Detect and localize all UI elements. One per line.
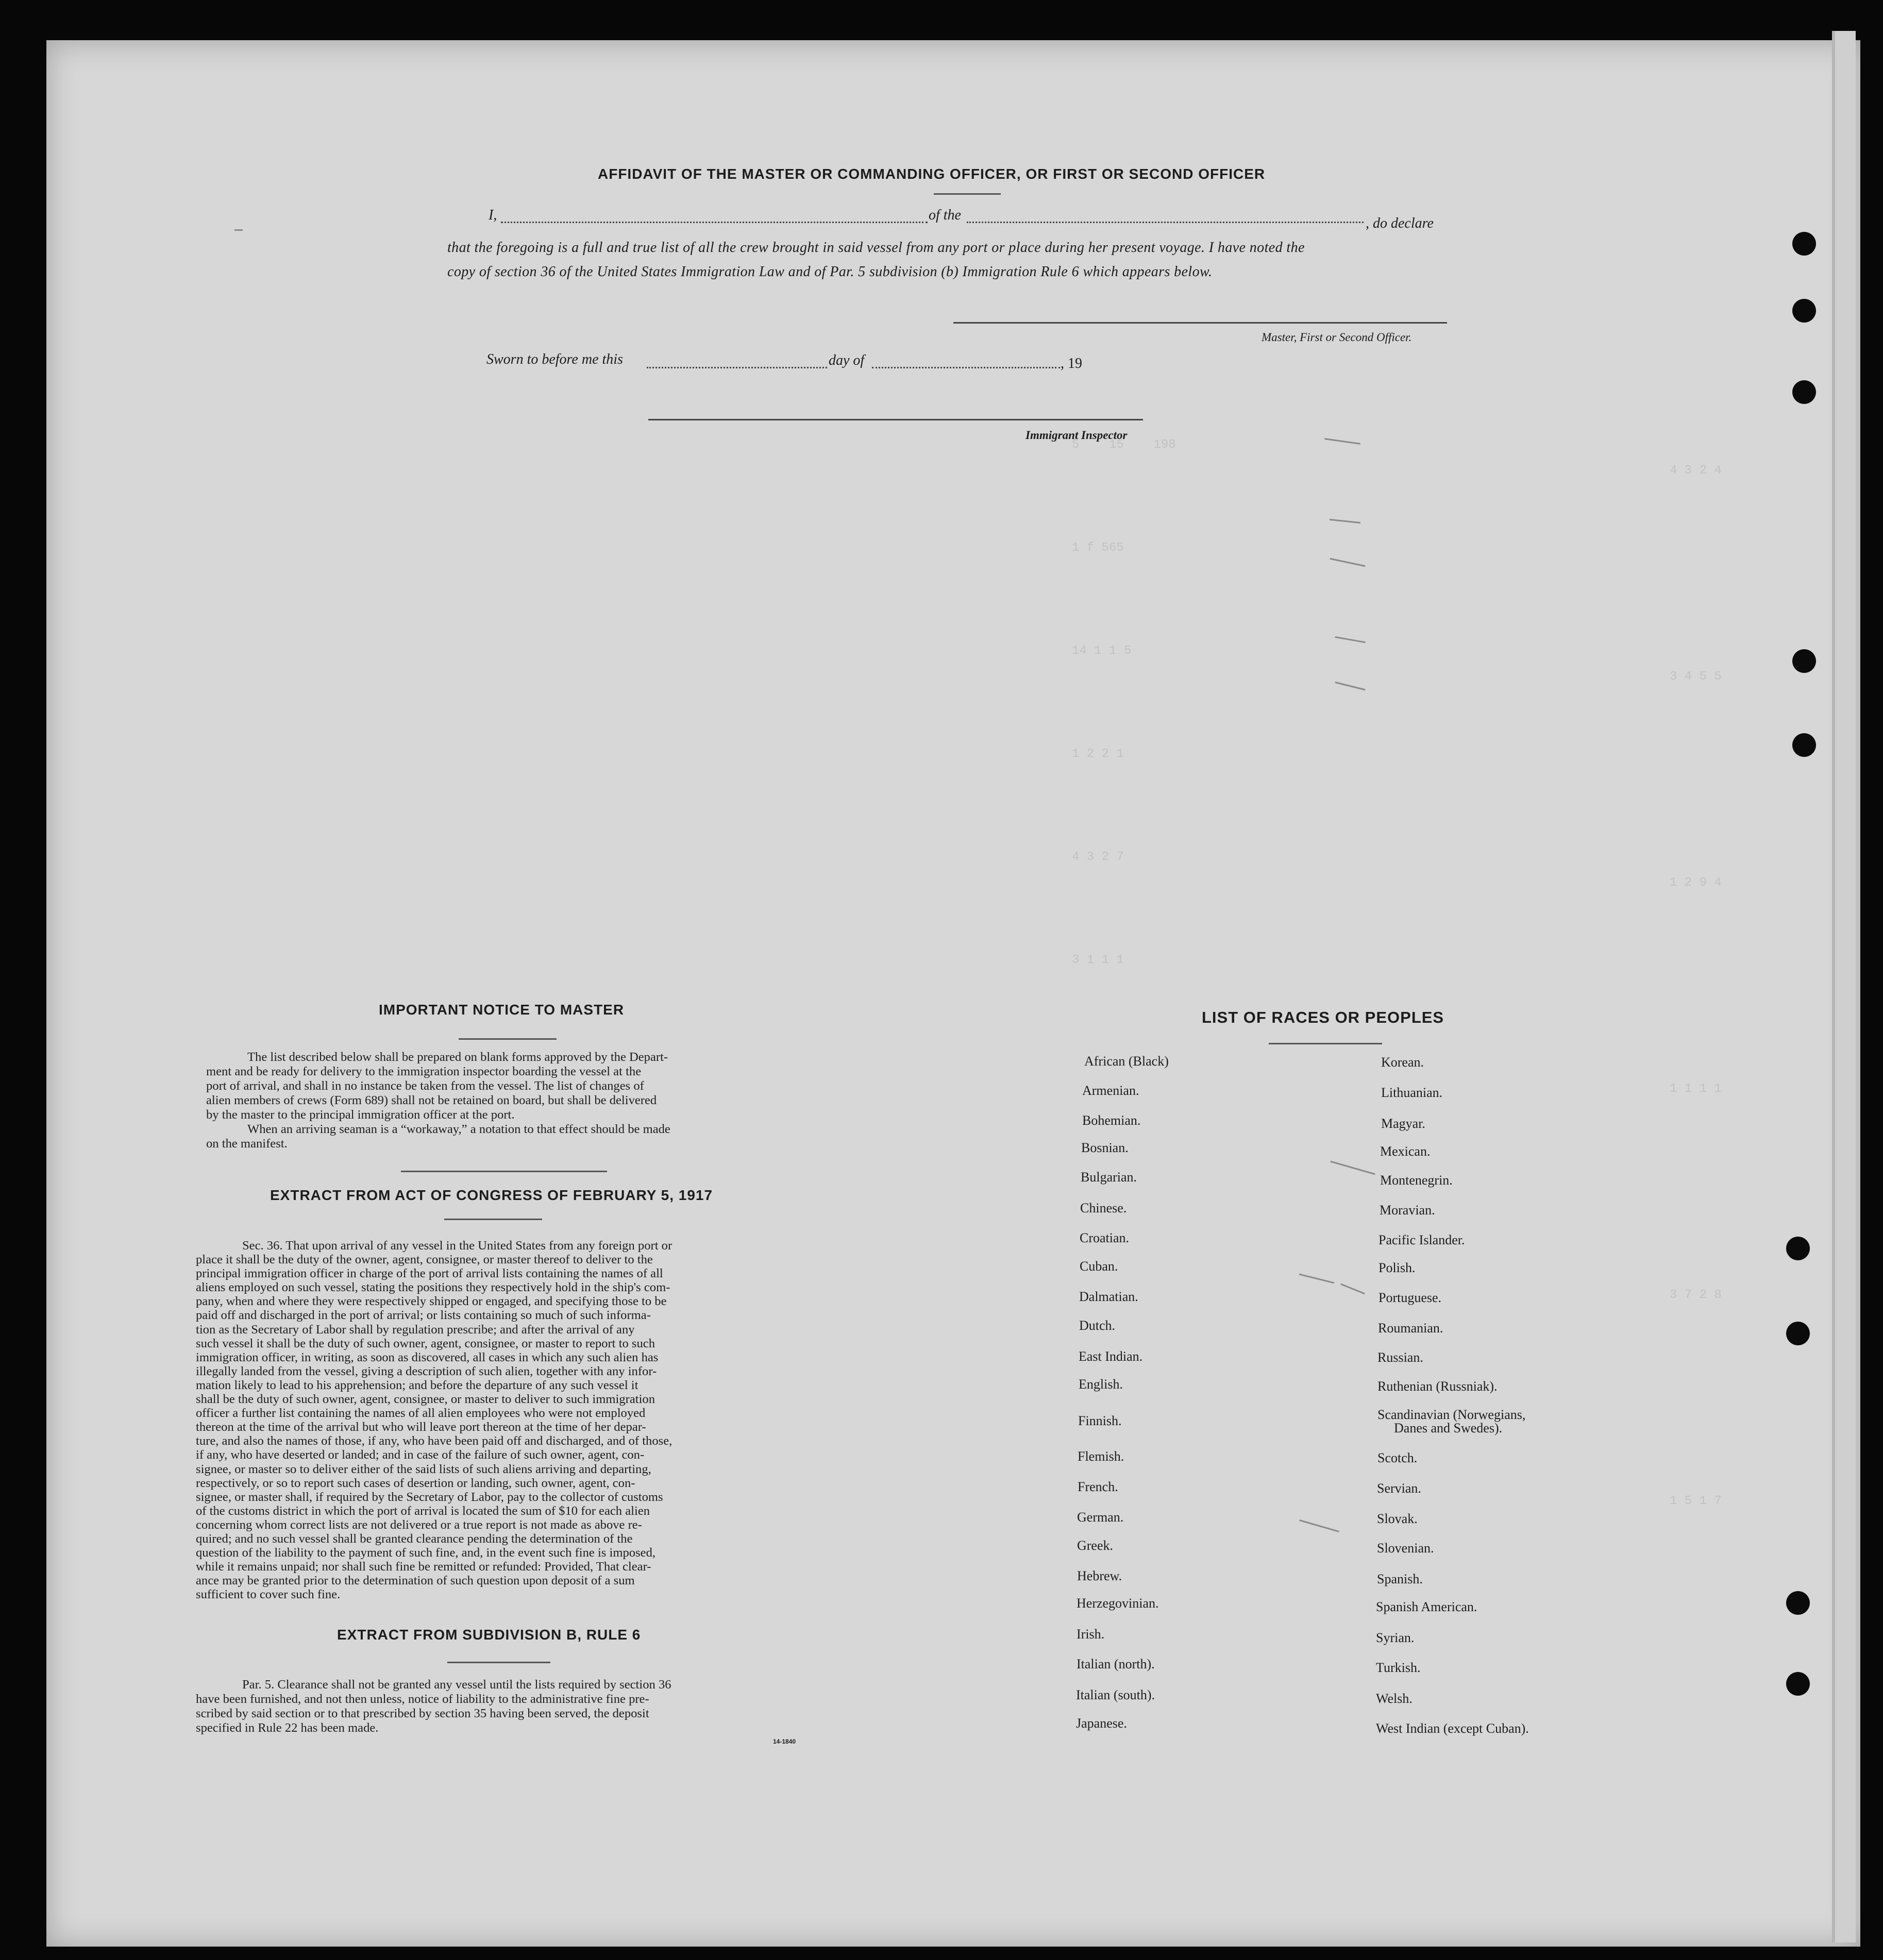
sworn-day-field[interactable] [647,367,827,368]
officer-signature-line[interactable] [953,322,1447,324]
race-item: Polish. [1378,1260,1416,1275]
act-line: shall be the duty of such owner, agent, consignee, or master to deliver to such immigration [196,1392,655,1407]
act-line: officer a further list containing the names of all alien employees who were not employed [196,1406,646,1421]
page-edge [1832,31,1856,1942]
act-line: if any, who have deserted or landed; and in case of the failure of such owner, agent, con- [196,1448,645,1462]
act-line: illegally landed from the vessel, giving a description of such alien, together with any infor- [196,1364,657,1378]
race-item: Irish. [1077,1627,1105,1642]
affidavit-of-the-label: of the [929,207,961,223]
act-line: principal immigration officer in charge of the port of arrival lists containing the names of all [196,1266,663,1281]
affidavit-body-line2: copy of section 36 of the United States Immigration Law and of Par. 5 subdivision (b) Immigration Rule 6 which appears below. [447,264,1213,280]
notice-line: ment and be ready for delivery to the immigration inspector boarding the vessel at the [206,1065,642,1078]
notice-title: IMPORTANT NOTICE TO MASTER [379,1002,625,1018]
race-item: Slovenian. [1377,1541,1434,1556]
notice-line: on the manifest. [206,1137,288,1151]
act-text [196,1239,805,1601]
race-item: Bohemian. [1082,1113,1141,1128]
race-item: Hebrew. [1077,1568,1122,1583]
sworn-month-field[interactable] [872,367,1060,368]
race-item: Slovak. [1377,1511,1418,1526]
year-label: , 19 [1061,356,1082,371]
race-item: English. [1079,1377,1123,1392]
vessel-name-field[interactable] [967,222,1364,223]
act-line: such vessel it shall be the duty of such owner, agent, consignee, or master to report to such [196,1336,655,1350]
race-item: Korean. [1381,1055,1424,1070]
affidavit-body-line1: that the foregoing is a full and true list of all the crew brought in said vessel from any port or place during her present voyage. I have noted the [447,240,1305,256]
binder-hole [1786,1591,1810,1615]
notice-line: alien members of crews (Form 689) shall not be retained on board, but shall be delivered [206,1093,657,1107]
rule-text [196,1678,805,1735]
act-line: concerning whom correct lists are not delivered or a true report is not made as above re- [196,1517,642,1532]
act-underline [444,1219,542,1220]
binder-hole [1792,380,1816,404]
race-item: French. [1078,1479,1118,1494]
notice-line: by the master to the principal immigration officer at the port. [206,1108,515,1122]
race-item: Japanese. [1076,1716,1127,1731]
pencil-mark [234,229,243,231]
race-item: Italian (south). [1076,1687,1155,1702]
race-item: Armenian. [1082,1083,1139,1098]
sworn-label: Sworn to before me this [486,351,623,367]
race-item: Spanish. [1377,1572,1423,1586]
race-item: Turkish. [1376,1660,1421,1675]
races-underline [1269,1043,1382,1044]
declarant-name-field[interactable] [501,222,928,223]
race-item: Bulgarian. [1081,1170,1137,1185]
race-item: Magyar. [1381,1116,1425,1131]
race-item: West Indian (except Cuban). [1376,1721,1529,1736]
act-line: aliens employed on such vessel, stating the positions they respectively hold in the ship's com- [196,1280,670,1295]
act-line: of the customs district in which the port of arrival is located the sum of $10 for each alien [196,1503,650,1518]
race-item: Cuban. [1080,1259,1118,1274]
race-item: Dalmatian. [1079,1289,1138,1304]
act-line: mation likely to lead to his apprehension; and before the departure of any such vessel it [196,1378,638,1392]
race-item: German. [1077,1510,1124,1525]
act-line: quired; and no such vessel shall be granted clearance pending the determination of the [196,1531,633,1546]
rule-line: Par. 5. Clearance shall not be granted any vessel until the lists required by section 36 [242,1678,671,1692]
binder-hole [1792,733,1816,757]
day-of-label: day of [829,352,865,368]
race-item: Russian. [1377,1350,1423,1365]
act-line: place it shall be the duty of the owner, agent, consignee, or master thereof to deliver to the [196,1253,653,1267]
inspector-caption: Immigrant Inspector [1025,429,1128,442]
affidavit-do-declare: , do declare [1366,215,1434,231]
act-line: signee, or master so to deliver either of the said lists of such aliens arriving and departing, [196,1462,651,1476]
race-item: Lithuanian. [1381,1085,1443,1100]
act-line: Sec. 36. That upon arrival of any vessel in the United States from any foreign port or [242,1239,672,1253]
act-line: pany, when and where they were respectively shipped or engaged, and specifying those to be [196,1294,667,1309]
race-item: Scandinavian (Norwegians, [1377,1407,1526,1422]
act-line: ture, and also the names of those, if any, who have been paid off and discharged, and of those, [196,1434,672,1448]
rule-title: EXTRACT FROM SUBDIVISION B, RULE 6 [337,1627,641,1643]
binder-hole [1792,299,1816,323]
notice-underline [459,1038,557,1040]
race-item: Croatian. [1080,1230,1130,1245]
act-line: immigration officer, in writing, as soon as discovered, all cases in which any such alien has [196,1350,659,1364]
race-item: East Indian. [1079,1349,1143,1364]
race-item: Greek. [1077,1538,1114,1553]
title-underline [934,193,1001,195]
race-item: Mexican. [1380,1144,1431,1159]
race-item: Montenegrin. [1380,1173,1453,1188]
binder-hole [1792,649,1816,673]
race-item: African (Black) [1084,1054,1169,1069]
document-page [46,40,1860,1947]
affidavit-title: AFFIDAVIT OF THE MASTER OR COMMANDING OFFICER, OR FIRST OR SECOND OFFICER [598,166,1266,182]
rule-underline [447,1662,550,1663]
race-item: Servian. [1377,1481,1421,1496]
race-item: Pacific Islander. [1378,1232,1465,1247]
officer-caption: Master, First or Second Officer. [1262,331,1412,344]
race-item: Dutch. [1079,1318,1116,1333]
act-line: while it remains unpaid; nor shall such fine be remitted or refunded: Provided, That clear- [196,1560,651,1574]
races-title: LIST OF RACES OR PEOPLES [1202,1008,1444,1026]
notice-line: port of arrival, and shall in no instance be taken from the vessel. The list of changes of [206,1079,644,1093]
race-item: Welsh. [1376,1691,1413,1706]
race-item: Italian (north). [1077,1657,1155,1671]
race-item: Herzegovinian. [1077,1596,1159,1611]
notice-line: When an arriving seaman is a “workaway,” a notation to that effect should be made [247,1122,670,1136]
act-title: EXTRACT FROM ACT OF CONGRESS OF FEBRUARY 5, 1917 [270,1187,713,1203]
act-line: signee, or master shall, if required by the Secretary of Labor, pay to the collector of customs [196,1490,663,1504]
binder-hole [1792,232,1816,256]
race-item: Flemish. [1078,1449,1124,1464]
binder-hole [1786,1322,1810,1345]
act-line: tion as the Secretary of Labor shall by regulation prescribe; and after the arrival of any [196,1322,635,1337]
inspector-signature-line[interactable] [648,419,1143,420]
notice-line: The list described below shall be prepared on blank forms approved by the Depart- [247,1050,668,1064]
race-item: Danes and Swedes). [1394,1421,1503,1435]
form-number: 14-1840 [773,1738,796,1745]
notice-text [206,1050,809,1151]
race-item: Bosnian. [1081,1140,1129,1155]
race-item: Finnish. [1078,1413,1122,1428]
section-divider [401,1171,607,1172]
act-line: respectively, or so to report such cases of desertion or landing, such owner, agent, con- [196,1476,635,1490]
race-item: Scotch. [1377,1450,1418,1465]
race-item: Portuguese. [1378,1290,1442,1305]
race-item: Ruthenian (Russniak). [1377,1379,1498,1394]
act-line: question of the liability to the payment of such fine, and, in the event such fine is imposed, [196,1546,656,1560]
act-line: paid off and discharged in the port of arrival; or lists containing so much of such informa- [196,1308,651,1323]
rule-line: scribed by said section or to that prescribed by section 35 having been served, the deposit [196,1706,649,1720]
act-line: sufficient to cover such fine. [196,1587,341,1602]
race-item: Syrian. [1376,1630,1415,1645]
affidavit-i-label: I, [489,207,497,223]
race-item: Spanish American. [1376,1599,1477,1614]
race-item: Chinese. [1080,1201,1127,1215]
act-line: ance may be granted prior to the determination of such question upon deposit of a sum [196,1574,635,1588]
race-item: Moravian. [1380,1203,1435,1218]
rule-line: specified in Rule 22 has been made. [196,1721,379,1735]
race-item: Roumanian. [1378,1321,1443,1336]
binder-hole [1786,1672,1810,1696]
act-line: thereon at the time of the arrival but who will leave port thereon at the time of her depar- [196,1420,646,1434]
rule-line: have been furnished, and not then unless, notice of liability to the administrative fine pre- [196,1692,649,1706]
binder-hole [1786,1237,1810,1260]
